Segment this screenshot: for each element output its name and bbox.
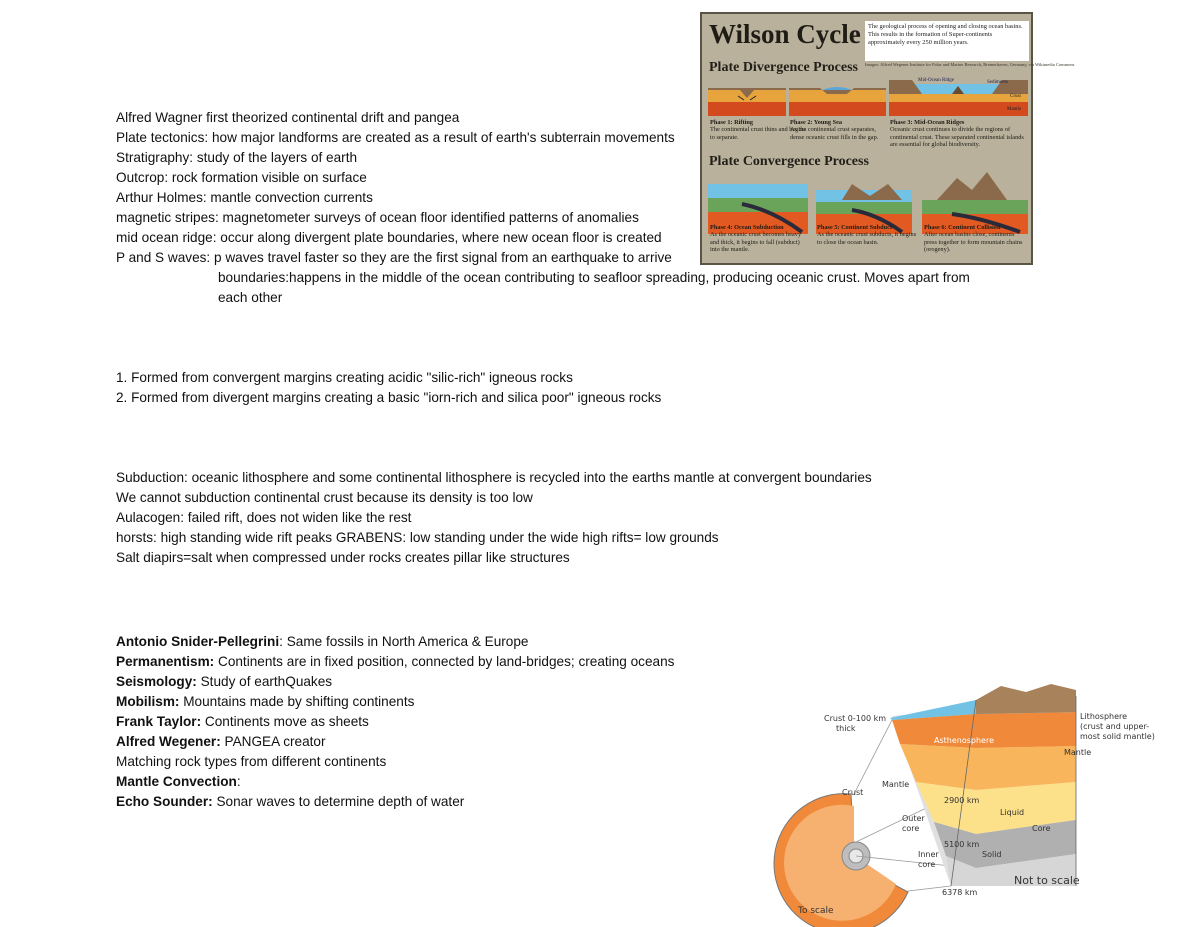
definition: Continents are in fixed position, connected by land-bridges; creating oceans — [214, 654, 675, 669]
core-label: Core — [1032, 824, 1051, 833]
earth-layers-diagram — [796, 686, 1155, 921]
thick-label: thick — [836, 724, 856, 733]
mantle-left-label: Mantle — [882, 780, 910, 789]
definition-line — [116, 632, 528, 652]
phase-5-caption: Phase 5: Continent Subduct As the oceanic crust subducts, it begins to close the ocean basin. — [817, 224, 917, 246]
note-line: each other — [218, 290, 283, 305]
note-line: Plate tectonics: how major landforms are created as a result of earth's subterrain movements — [116, 130, 675, 145]
note-line: P and S waves: p waves travel faster so they are the first signal from an earthquake to arrive — [116, 250, 672, 265]
outer-core-label: Outer — [902, 814, 925, 823]
note-line: Arthur Holmes: mantle convection currents — [116, 190, 373, 205]
crust-label: Crust — [1010, 94, 1021, 99]
definition-line — [116, 652, 674, 672]
phase-2-illustration — [789, 87, 886, 116]
wilson-source: Images: Alfred Wegener Institute for Polar and Marine Research, Bremerhaven, Germany, via Wikimedia Commons — [865, 62, 1075, 67]
sediments-label: Sediments — [987, 80, 1008, 85]
definition-line — [116, 672, 332, 692]
phase-3-caption: Phase 3: Mid-Ocean Ridges Oceanic crust continues to divide the regions of continental crust. These separated continental islands are essential for global biodiversity. — [890, 119, 1024, 148]
definition: Mountains made by shifting continents — [179, 694, 415, 709]
lithosphere-label: Lithosphere — [1080, 712, 1128, 721]
term: Antonio Snider-Pellegrini — [116, 634, 280, 649]
convergence-heading: Plate Convergence Process — [709, 154, 869, 169]
crust-label: Crust — [842, 788, 864, 797]
definition: Matching rock types from different continents — [116, 754, 387, 769]
note-line: Subduction: oceanic lithosphere and some continental lithosphere is recycled into the earths mantle at convergent boundaries — [116, 470, 872, 485]
liquid-label: Liquid — [1000, 808, 1025, 817]
mantle-right-label: Mantle — [1064, 748, 1092, 757]
lithosphere-note-label: (crust and upper- — [1080, 722, 1150, 731]
divergence-heading: Plate Divergence Process — [709, 60, 859, 75]
crust-thickness-label: Crust 0-100 km — [824, 714, 887, 723]
definition: PANGEA creator — [220, 734, 326, 749]
note-line: Stratigraphy: study of the layers of earth — [116, 150, 358, 165]
phase-1-caption: Phase 1: Rifting The continental crust thins and begins to separate. — [710, 119, 806, 141]
definition-line — [116, 692, 414, 712]
to-scale-label: To scale — [798, 906, 834, 916]
term: Mantle Convection — [116, 774, 237, 789]
note-line: Outcrop: rock formation visible on surface — [116, 170, 367, 185]
definition-line — [116, 792, 464, 812]
note-line: mid ocean ridge: occur along divergent plate boundaries, where new ocean floor is created — [116, 230, 662, 245]
phase-1-illustration — [708, 88, 786, 116]
definition-line — [116, 712, 369, 732]
note-line: magnetic stripes: magnetometer surveys of ocean floor identified patterns of anomalies — [116, 210, 639, 225]
term: Mobilism: — [116, 694, 180, 709]
not-to-scale-label: Not to scale — [1014, 874, 1080, 887]
term: Permanentism: — [116, 654, 215, 669]
phase-2-caption: Phase 2: Young Sea As the continental crust separates, dense oceanic crust fills in the gap. — [790, 119, 879, 141]
term: Alfred Wegener: — [116, 734, 221, 749]
inner-core-label: Inner — [918, 850, 939, 859]
term: Frank Taylor: — [116, 714, 202, 729]
inner-core-label: core — [918, 860, 936, 869]
phase-6-caption: Phase 6: Continent Collision After ocean basins close, continents press together to form mountain chains (orogeny). — [924, 224, 1023, 253]
definition: Study of earthQuakes — [196, 674, 333, 689]
note-line: We cannot subduction continental crust because its density is too low — [116, 490, 533, 505]
wilson-cycle-image — [700, 12, 1075, 265]
lithosphere-note-label: most solid mantle) — [1080, 732, 1155, 741]
note-line: 2. Formed from divergent margins creating a basic "iorn-rich and silica poor" igneous rocks — [116, 390, 662, 405]
ridge-label: Mid-Ocean Ridge — [918, 78, 954, 83]
definition: Sonar waves to determine depth of water — [212, 794, 465, 809]
depth-2900-label: 2900 km — [944, 796, 980, 805]
definition-line — [116, 752, 386, 772]
definition-line — [116, 772, 241, 792]
outer-core-label: core — [902, 824, 920, 833]
definition: Continents move as sheets — [201, 714, 369, 729]
note-line: Aulacogen: failed rift, does not widen like the rest — [116, 510, 412, 525]
wilson-description: The geological process of opening and closing ocean basins. This results in the formation of Super-continents approximately every 250 million years. — [865, 21, 1029, 61]
note-line: horsts: high standing wide rift peaks GRABENS: low standing under the wide high rifts= low grounds — [116, 530, 719, 545]
depth-5100-label: 5100 km — [944, 840, 980, 849]
definition-line — [116, 732, 326, 752]
term: Seismology: — [116, 674, 197, 689]
note-line: Salt diapirs=salt when compressed under rocks creates pillar like structures — [116, 550, 570, 565]
solid-label: Solid — [982, 850, 1002, 859]
depth-6378-label: 6378 km — [942, 888, 978, 897]
phase-4-caption: Phase 4: Ocean Subduction As the oceanic crust becomes heavy and thick, it begins to fall (subduct) into the mantle. — [710, 224, 802, 253]
definition: : Same fossils in North America & Europe — [279, 634, 529, 649]
definition: : — [236, 774, 241, 789]
note-line: Alfred Wagner first theorized continental drift and pangea — [116, 110, 460, 125]
mantle-label: Mantle — [1007, 107, 1022, 112]
asthenosphere-label: Asthenosphere — [934, 736, 995, 745]
wilson-title: Wilson Cycle — [709, 19, 861, 49]
term: Echo Sounder: — [116, 794, 213, 809]
note-line: boundaries:happens in the middle of the ocean contributing to seafloor spreading, producing oceanic crust. Moves apart from — [218, 270, 970, 285]
note-line: 1. Formed from convergent margins creating acidic "silic-rich" igneous rocks — [116, 370, 573, 385]
